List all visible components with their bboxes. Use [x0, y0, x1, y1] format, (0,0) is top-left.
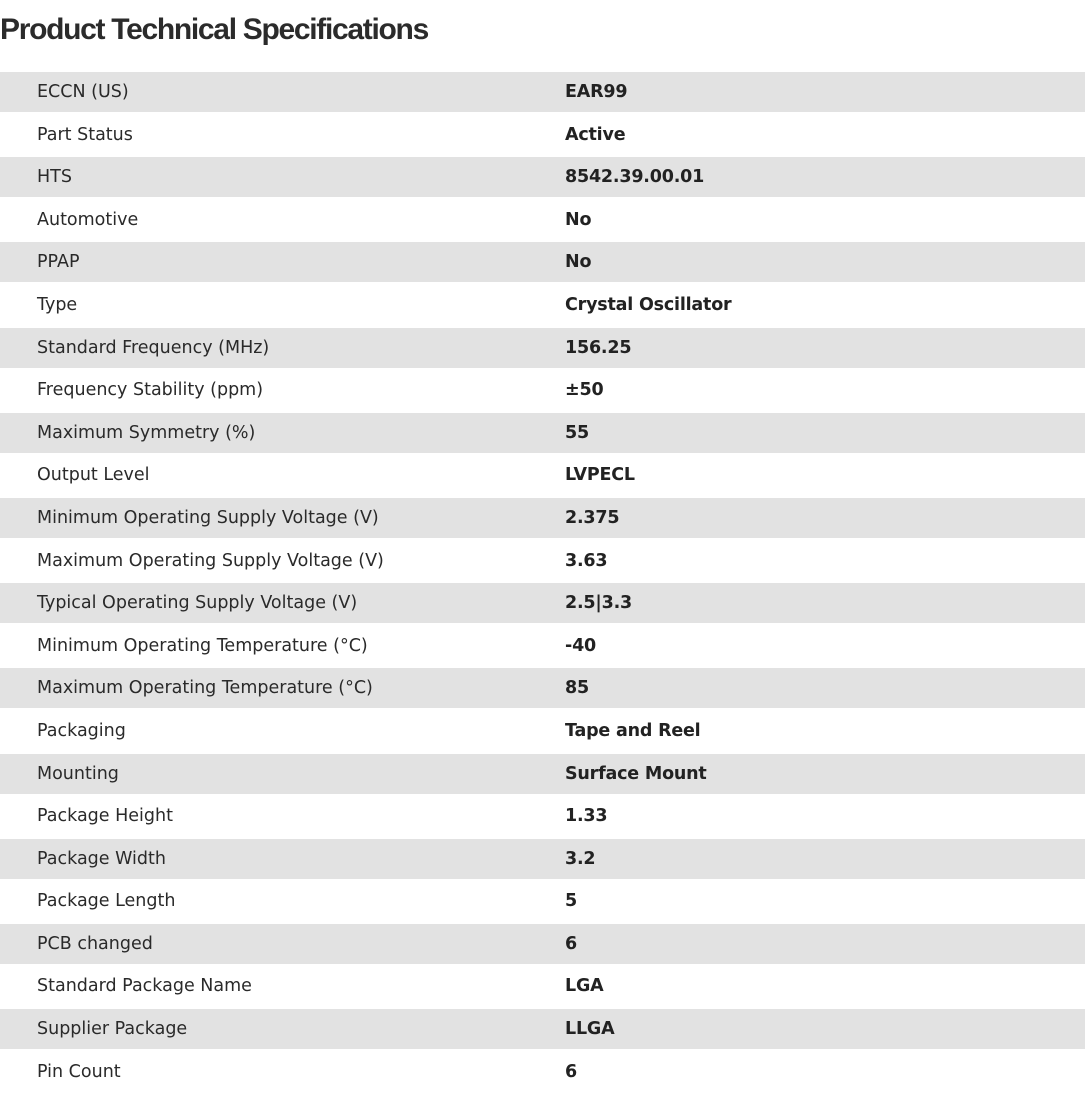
spec-value: EAR99: [565, 82, 628, 102]
spec-name: HTS: [37, 167, 72, 188]
spec-value: -40: [565, 635, 597, 656]
spec-name: Package Height: [37, 806, 173, 827]
spec-value: 5: [565, 891, 577, 912]
spec-row: [0, 72, 1085, 112]
spec-row: [0, 708, 1085, 753]
spec-value: LGA: [565, 976, 604, 997]
spec-row: [0, 754, 1085, 794]
spec-value: 3.2: [565, 848, 596, 869]
spec-value: Active: [565, 124, 626, 145]
spec-name: Maximum Operating Supply Voltage (V): [37, 550, 384, 571]
spec-value: 85: [565, 678, 589, 699]
spec-name: Maximum Symmetry (%): [37, 422, 256, 443]
spec-name: Package Length: [37, 891, 176, 912]
spec-name: Frequency Stability (ppm): [37, 380, 264, 401]
spec-value: 8542.39.00.01: [565, 167, 705, 188]
spec-name: PCB changed: [37, 933, 153, 954]
spec-row: [0, 794, 1085, 839]
spec-value: LLGA: [565, 1019, 615, 1040]
spec-name: PPAP: [37, 252, 80, 273]
spec-value: No: [565, 252, 592, 273]
spec-row: [0, 157, 1085, 197]
spec-row: [0, 112, 1085, 157]
spec-row: [0, 453, 1085, 498]
spec-value: 156.25: [565, 337, 632, 358]
spec-name: ECCN (US): [37, 82, 129, 102]
spec-row: [0, 839, 1085, 879]
spec-value: LVPECL: [565, 465, 635, 486]
spec-row: [0, 282, 1085, 327]
page-title: Product Technical Specifications: [0, 13, 428, 46]
spec-value: Tape and Reel: [565, 720, 701, 741]
spec-name: Packaging: [37, 720, 126, 741]
spec-name: Type: [37, 294, 78, 315]
spec-row: [0, 538, 1085, 583]
spec-name: Typical Operating Supply Voltage (V): [37, 593, 358, 614]
spec-name: Automotive: [37, 209, 139, 230]
spec-value: 6: [565, 1061, 577, 1082]
spec-row: [0, 668, 1085, 708]
spec-value: ±50: [565, 380, 604, 401]
spec-value: 55: [565, 422, 589, 443]
spec-row: [0, 924, 1085, 964]
spec-row: [0, 623, 1085, 668]
spec-name: Output Level: [37, 465, 150, 486]
spec-value: 6: [565, 933, 577, 954]
spec-row: [0, 197, 1085, 242]
spec-row: [0, 1049, 1085, 1094]
spec-row: [0, 368, 1085, 413]
spec-value: 1.33: [565, 806, 608, 827]
spec-value: 2.5|3.3: [565, 593, 632, 614]
spec-row: [0, 413, 1085, 453]
spec-name: Standard Frequency (MHz): [37, 337, 270, 358]
spec-name: Package Width: [37, 848, 166, 869]
spec-row: [0, 498, 1085, 538]
spec-name: Part Status: [37, 124, 133, 145]
spec-value: Crystal Oscillator: [565, 294, 732, 315]
spec-name: Supplier Package: [37, 1019, 188, 1040]
spec-name: Minimum Operating Supply Voltage (V): [37, 507, 379, 528]
spec-name: Minimum Operating Temperature (°C): [37, 635, 368, 656]
spec-value: 2.375: [565, 507, 620, 528]
spec-row: [0, 583, 1085, 623]
spec-row: [0, 328, 1085, 368]
spec-value: Surface Mount: [565, 763, 707, 784]
spec-row: [0, 879, 1085, 924]
spec-row: [0, 1009, 1085, 1049]
spec-row: [0, 964, 1085, 1009]
spec-value: No: [565, 209, 592, 230]
spec-name: Standard Package Name: [37, 976, 252, 997]
spec-name: Maximum Operating Temperature (°C): [37, 678, 373, 699]
spec-table: [0, 72, 1085, 1094]
spec-value: 3.63: [565, 550, 608, 571]
spec-row: [0, 242, 1085, 282]
spec-name: Pin Count: [37, 1061, 121, 1082]
spec-name: Mounting: [37, 763, 119, 784]
